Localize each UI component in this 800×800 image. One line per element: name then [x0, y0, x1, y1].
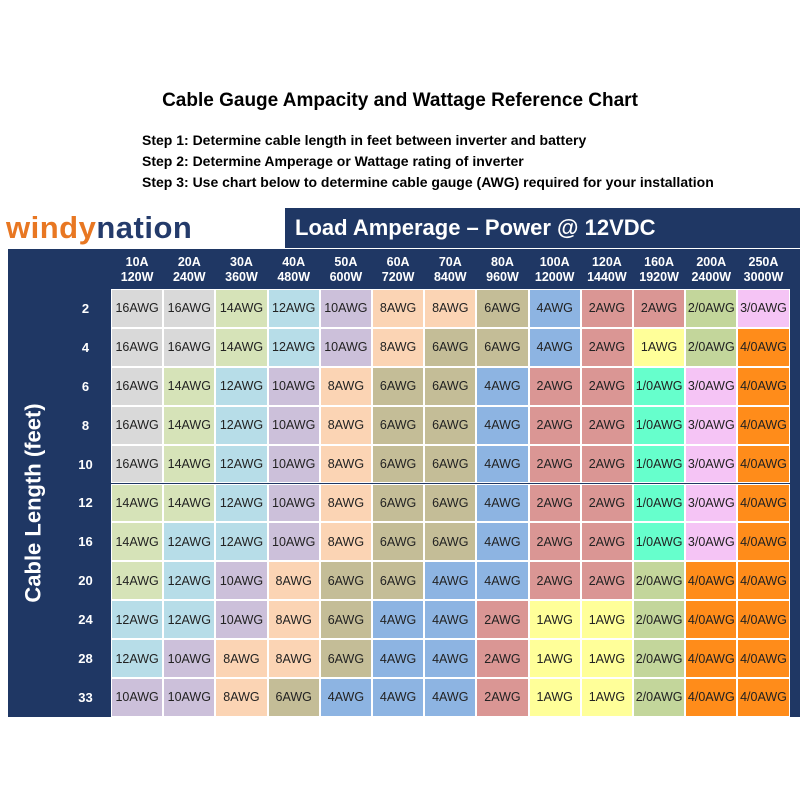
gauge-cell: 10AWG [215, 561, 267, 600]
gauge-cell: 14AWG [215, 328, 267, 367]
column-header [163, 251, 215, 288]
gauge-cell: 8AWG [320, 484, 372, 523]
gauge-cell: 8AWG [372, 289, 424, 328]
gauge-cell: 16AWG [111, 367, 163, 406]
step-3: Step 3: Use chart below to determine cable gauge (AWG) required for your installation [142, 174, 714, 190]
column-header [372, 251, 424, 288]
gauge-cell: 4AWG [372, 639, 424, 678]
gauge-cell: 10AWG [320, 289, 372, 328]
gauge-cell: 4/0AWG [737, 367, 789, 406]
gauge-cell: 2AWG [529, 367, 581, 406]
gauge-cell: 1AWG [633, 328, 685, 367]
gauge-cell: 16AWG [163, 328, 215, 367]
column-watt: 480W [277, 269, 311, 284]
row-label: 16 [78, 534, 93, 550]
gauge-cell: 6AWG [372, 445, 424, 484]
gauge-cell: 10AWG [163, 678, 215, 717]
gauge-cell: 4/0AWG [737, 484, 789, 523]
gauge-cell: 1/0AWG [633, 484, 685, 523]
row-label: 8 [81, 417, 90, 433]
gauge-cell: 4/0AWG [737, 678, 789, 717]
gauge-cell: 10AWG [215, 600, 267, 639]
gauge-cell: 4AWG [372, 600, 424, 639]
gauge-cell: 2AWG [581, 406, 633, 445]
row-label: 12 [78, 495, 93, 511]
gauge-cell: 1/0AWG [633, 445, 685, 484]
gauge-cell: 2AWG [529, 445, 581, 484]
gauge-cell: 2AWG [581, 445, 633, 484]
column-watt: 1440W [587, 269, 627, 284]
column-watt: 1920W [639, 269, 679, 284]
gauge-cell: 3/0AWG [737, 289, 789, 328]
gauge-cell: 8AWG [268, 639, 320, 678]
gauge-cell: 8AWG [320, 367, 372, 406]
gauge-cell: 14AWG [215, 289, 267, 328]
gauge-cell: 12AWG [163, 561, 215, 600]
gauge-cell: 4/0AWG [737, 639, 789, 678]
column-header [685, 251, 737, 288]
logo-part-nation: nation [96, 210, 193, 245]
gauge-cell: 2AWG [581, 328, 633, 367]
gauge-cell: 4AWG [476, 561, 528, 600]
gauge-cell: 4/0AWG [685, 678, 737, 717]
gauge-cell: 6AWG [424, 406, 476, 445]
column-amp: 250A [748, 254, 779, 269]
gauge-cell: 14AWG [163, 367, 215, 406]
gauge-cell: 2AWG [581, 367, 633, 406]
gauge-cell: 8AWG [215, 678, 267, 717]
column-header [268, 251, 320, 288]
gauge-cell: 2/0AWG [685, 328, 737, 367]
gauge-cell: 2/0AWG [633, 678, 685, 717]
gauge-cell: 4/0AWG [737, 406, 789, 445]
step-2: Step 2: Determine Amperage or Wattage rating of inverter [142, 153, 524, 169]
gauge-cell: 3/0AWG [685, 522, 737, 561]
gauge-cell: 6AWG [372, 522, 424, 561]
gauge-cell: 2AWG [529, 561, 581, 600]
gauge-cell: 12AWG [268, 289, 320, 328]
gauge-cell: 4AWG [476, 522, 528, 561]
gauge-cell: 3/0AWG [685, 484, 737, 523]
gauge-cell: 8AWG [372, 328, 424, 367]
column-amp: 70A [438, 254, 462, 269]
gauge-cell: 14AWG [163, 445, 215, 484]
column-amp: 100A [539, 254, 570, 269]
gauge-cell: 8AWG [268, 561, 320, 600]
gauge-cell: 14AWG [163, 484, 215, 523]
gauge-cell: 4AWG [424, 678, 476, 717]
gauge-cell: 1AWG [581, 600, 633, 639]
gauge-cell: 10AWG [111, 678, 163, 717]
gauge-cell: 12AWG [111, 600, 163, 639]
gauge-cell: 6AWG [320, 600, 372, 639]
gauge-cell: 6AWG [372, 484, 424, 523]
gauge-cell: 1AWG [529, 678, 581, 717]
gauge-cell: 10AWG [268, 367, 320, 406]
gauge-cell: 4/0AWG [685, 561, 737, 600]
gauge-cell: 16AWG [111, 406, 163, 445]
gauge-cell: 10AWG [268, 445, 320, 484]
gauge-cell: 12AWG [215, 484, 267, 523]
gauge-cell: 2AWG [529, 406, 581, 445]
gauge-cell: 4AWG [529, 328, 581, 367]
gauge-cell: 6AWG [320, 639, 372, 678]
step-1: Step 1: Determine cable length in feet between inverter and battery [142, 132, 587, 148]
gauge-cell: 3/0AWG [685, 367, 737, 406]
column-amp: 80A [491, 254, 514, 269]
column-watt: 1200W [534, 269, 575, 284]
gauge-cell: 4AWG [529, 289, 581, 328]
gauge-cell: 10AWG [163, 639, 215, 678]
gauge-cell: 10AWG [268, 484, 320, 523]
gauge-cell: 1AWG [529, 600, 581, 639]
column-header [529, 251, 581, 288]
gauge-cell: 6AWG [424, 367, 476, 406]
gauge-cell: 2/0AWG [633, 639, 685, 678]
gauge-cell: 8AWG [424, 289, 476, 328]
gauge-cell: 4/0AWG [737, 561, 789, 600]
row-label: 28 [78, 651, 93, 667]
gauge-cell: 6AWG [476, 328, 528, 367]
gauge-cell: 2/0AWG [685, 289, 737, 328]
gauge-cell: 2AWG [476, 600, 528, 639]
row-label: 10 [78, 456, 93, 472]
column-amp: 40A [282, 254, 306, 269]
gauge-cell: 4/0AWG [737, 600, 789, 639]
gauge-cell: 6AWG [268, 678, 320, 717]
gauge-cell: 2AWG [529, 522, 581, 561]
gauge-cell: 8AWG [320, 522, 372, 561]
gauge-cell: 3/0AWG [685, 445, 737, 484]
gauge-cell: 2AWG [581, 522, 633, 561]
column-watt: 240W [172, 269, 206, 284]
row-label: 20 [78, 573, 93, 589]
gauge-cell: 12AWG [163, 600, 215, 639]
gauge-cell: 6AWG [476, 289, 528, 328]
gauge-cell: 6AWG [424, 484, 476, 523]
gauge-cell: 8AWG [215, 639, 267, 678]
gauge-cell: 1/0AWG [633, 406, 685, 445]
y-axis-label-text: Cable Length (feet) [20, 403, 46, 603]
column-header [111, 251, 163, 288]
column-amp: 20A [177, 254, 201, 269]
y-axis-label [8, 289, 59, 717]
gauge-cell: 2AWG [581, 289, 633, 328]
gauge-cell: 4AWG [476, 484, 528, 523]
gauge-cell: 12AWG [111, 639, 163, 678]
column-header [737, 251, 789, 288]
gauge-cell: 4AWG [320, 678, 372, 717]
column-amp: 120A [591, 254, 622, 269]
gauge-cell: 12AWG [163, 522, 215, 561]
gauge-cell: 12AWG [215, 406, 267, 445]
column-watt: 3000W [743, 269, 784, 284]
logo-part-windy: windy [6, 210, 97, 245]
column-amp: 160A [644, 254, 675, 269]
column-header [633, 251, 685, 288]
gauge-cell: 2AWG [581, 484, 633, 523]
gauge-cell: 8AWG [320, 445, 372, 484]
row-label: 33 [78, 689, 93, 705]
gauge-cell: 6AWG [372, 561, 424, 600]
column-amp: 60A [386, 254, 410, 269]
column-watt: 720W [381, 269, 415, 284]
gauge-cell: 10AWG [268, 522, 320, 561]
gauge-cell: 2/0AWG [633, 561, 685, 600]
gauge-cell: 6AWG [372, 367, 424, 406]
column-watt: 960W [486, 269, 519, 284]
column-header [424, 251, 476, 288]
column-amp: 10A [125, 254, 149, 269]
gauge-cell: 4/0AWG [737, 522, 789, 561]
gauge-cell: 14AWG [111, 522, 163, 561]
gauge-cell: 4AWG [476, 367, 528, 406]
gauge-cell: 6AWG [424, 522, 476, 561]
gauge-cell: 14AWG [163, 406, 215, 445]
gauge-cell: 6AWG [424, 328, 476, 367]
gauge-cell: 3/0AWG [685, 406, 737, 445]
gauge-cell: 4AWG [372, 678, 424, 717]
gauge-cell: 12AWG [215, 522, 267, 561]
column-header [581, 251, 633, 288]
gauge-cell: 16AWG [163, 289, 215, 328]
gauge-cell: 1AWG [581, 639, 633, 678]
gauge-cell: 16AWG [111, 328, 163, 367]
gauge-cell: 8AWG [268, 600, 320, 639]
column-header [476, 251, 528, 288]
row-label: 6 [81, 378, 90, 394]
gauge-cell: 2AWG [476, 678, 528, 717]
column-amp: 30A [230, 254, 253, 269]
row-label: 2 [81, 300, 90, 316]
column-watt: 600W [329, 269, 363, 284]
gauge-cell: 14AWG [111, 561, 163, 600]
gauge-cell: 2AWG [529, 484, 581, 523]
column-watt: 360W [225, 269, 258, 284]
row-label: 4 [81, 339, 90, 355]
gauge-cell: 12AWG [268, 328, 320, 367]
gauge-cell: 16AWG [111, 445, 163, 484]
column-watt: 120W [120, 269, 154, 284]
gauge-cell: 1/0AWG [633, 367, 685, 406]
gauge-cell: 8AWG [320, 406, 372, 445]
gauge-cell: 4AWG [424, 639, 476, 678]
gauge-cell: 6AWG [424, 445, 476, 484]
column-watt: 2400W [691, 269, 732, 284]
column-amp: 50A [334, 254, 358, 269]
gauge-cell: 4/0AWG [737, 328, 789, 367]
gauge-cell: 16AWG [111, 289, 163, 328]
gauge-cell: 1AWG [581, 678, 633, 717]
gauge-cell: 4AWG [476, 406, 528, 445]
gauge-cell: 4AWG [424, 561, 476, 600]
gauge-cell: 14AWG [111, 484, 163, 523]
chart-title: Cable Gauge Ampacity and Wattage Reference Chart [162, 90, 638, 111]
load-amperage-header: Load Amperage – Power @ 12VDC [285, 208, 800, 248]
gauge-cell: 12AWG [215, 445, 267, 484]
gauge-cell: 4/0AWG [737, 445, 789, 484]
gauge-cell: 1/0AWG [633, 522, 685, 561]
gauge-cell: 6AWG [320, 561, 372, 600]
gauge-cell: 10AWG [320, 328, 372, 367]
column-watt: 840W [433, 269, 467, 284]
gauge-cell: 2AWG [633, 289, 685, 328]
gauge-cell: 4AWG [476, 445, 528, 484]
gauge-cell: 2AWG [581, 561, 633, 600]
gauge-cell: 6AWG [372, 406, 424, 445]
column-amp: 200A [696, 254, 727, 269]
column-header [320, 251, 372, 288]
gauge-cell: 4/0AWG [685, 639, 737, 678]
gauge-cell: 4/0AWG [685, 600, 737, 639]
gauge-cell: 4AWG [424, 600, 476, 639]
gauge-cell: 1AWG [529, 639, 581, 678]
row-label: 24 [78, 612, 93, 628]
column-header [215, 251, 267, 288]
gauge-cell: 2AWG [476, 639, 528, 678]
gauge-cell: 2/0AWG [633, 600, 685, 639]
instructions [142, 130, 714, 193]
gauge-cell: 10AWG [268, 406, 320, 445]
windynation-logo [6, 210, 192, 246]
gauge-cell: 12AWG [215, 367, 267, 406]
